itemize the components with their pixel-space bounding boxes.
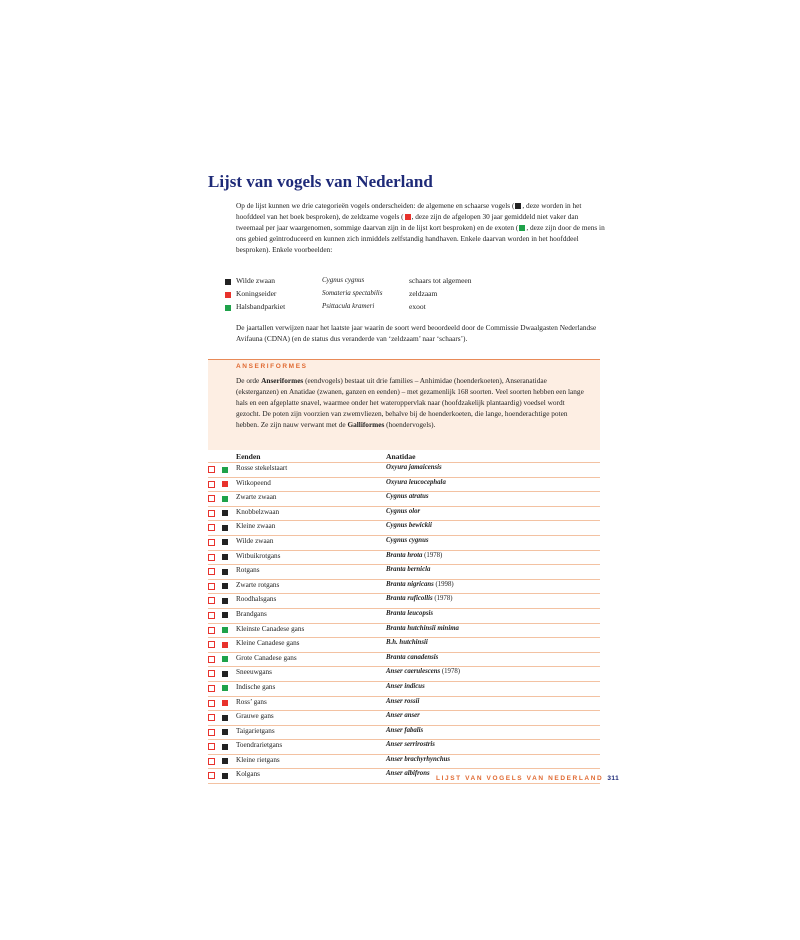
status-square-icon — [222, 612, 228, 618]
bird-latin-name: Branta leucopsis — [386, 609, 434, 617]
checkbox[interactable] — [208, 568, 215, 575]
checkbox[interactable] — [208, 495, 215, 502]
bird-dutch-name: Roodhalsgans — [236, 595, 277, 604]
bird-latin-name: Branta bernicla — [386, 566, 431, 574]
checkbox[interactable] — [208, 772, 215, 779]
status-square-icon — [222, 773, 228, 779]
example-name: Wilde zwaan — [236, 276, 276, 285]
bird-scientific-name — [386, 479, 446, 486]
checkbox[interactable] — [208, 627, 215, 634]
table-row — [208, 550, 600, 565]
checkbox[interactable] — [208, 524, 215, 531]
order-name: Anseriformes — [261, 376, 304, 385]
table-row — [208, 681, 600, 696]
bird-scientific-name — [386, 639, 428, 646]
bird-dutch-name: Zwarte rotgans — [236, 580, 280, 589]
bird-scientific-name — [386, 683, 425, 690]
bird-dutch-name: Kleinste Canadese gans — [236, 624, 305, 633]
intro-paragraph — [236, 200, 606, 255]
status-square-icon — [222, 510, 228, 516]
bird-dutch-name: Grote Canadese gans — [236, 653, 297, 662]
example-name: Koningseider — [236, 289, 277, 298]
bird-scientific-name — [386, 668, 460, 675]
bird-scientific-name — [386, 727, 423, 734]
bird-dutch-name: Kleine rietgans — [236, 755, 280, 764]
example-row — [224, 302, 584, 315]
bird-latin-name: Branta hrota — [386, 551, 423, 559]
bird-dutch-name: Zwarte zwaan — [236, 493, 277, 502]
bird-latin-name: Anser caerulescens — [386, 668, 441, 676]
bird-latin-name: Branta ruficollis — [386, 595, 433, 603]
checkbox[interactable] — [208, 729, 215, 736]
bird-scientific-name — [386, 493, 429, 500]
section-label: ANSERIFORMES — [236, 363, 308, 370]
bird-dutch-name: Kolgans — [236, 770, 260, 779]
table-row — [208, 506, 600, 521]
red-square-icon — [405, 214, 411, 220]
table-row — [208, 710, 600, 725]
bird-latin-name: Cygnus atratus — [386, 493, 429, 501]
bird-latin-name: Anser rossii — [386, 697, 420, 705]
bird-scientific-name — [386, 595, 452, 602]
page-footer — [436, 775, 619, 782]
example-status: exoot — [409, 302, 426, 311]
status-square-icon — [222, 598, 228, 604]
checkbox[interactable] — [208, 641, 215, 648]
table-row — [208, 696, 600, 711]
bird-scientific-name — [386, 625, 459, 632]
checkbox[interactable] — [208, 743, 215, 750]
example-scientific-name: Somateria spectabilis — [322, 289, 383, 297]
status-square-icon — [222, 758, 228, 764]
section-text-2: (eendvogels) bestaat uit drie families – Anhimidae (hoenderkoeten), Anseranatidae (eksterganzen) en Anatidae (zwanen, ganzen en eenden) – met gezamenlijk 168 soorten. Veel soorten hebben een lange hals en een afgeplatte snavel, waarmee onder het wateroppervlak naar (hoofdzakelijk plantaardig) voedsel wordt gezocht. De poten zijn voorzien van zwemvliezen, behalve bij de hoenderkoeten, die lange, hoenderachtige poten hebben. Ze zijn nauw verwant met de — [236, 376, 584, 429]
bird-latin-name: Cygnus bewickii — [386, 522, 432, 530]
bird-latin-name: Anser albifrons — [386, 770, 430, 778]
status-square-icon — [222, 715, 228, 721]
table-row — [208, 637, 600, 652]
status-square-icon — [225, 305, 231, 311]
example-scientific-name: Cygnus cygnus — [322, 276, 365, 284]
status-square-icon — [225, 279, 231, 285]
bird-dutch-name: Ross’ gans — [236, 697, 267, 706]
status-square-icon — [222, 685, 228, 691]
column-header-family: Anatidae — [386, 452, 416, 461]
bird-year: (1978) — [424, 551, 443, 559]
status-square-icon — [222, 525, 228, 531]
bird-dutch-name: Kleine Canadese gans — [236, 639, 300, 648]
bird-latin-name: Anser serrirostris — [386, 741, 435, 749]
table-row — [208, 491, 600, 506]
bird-dutch-name: Grauwe gans — [236, 712, 274, 721]
section-text-3: (hoendervogels). — [384, 419, 436, 429]
table-row — [208, 520, 600, 535]
checkbox[interactable] — [208, 685, 215, 692]
checkbox[interactable] — [208, 554, 215, 561]
bird-latin-name: Cygnus cygnus — [386, 536, 429, 544]
example-scientific-name: Psittacula krameri — [322, 302, 375, 310]
page-number: 311 — [607, 775, 620, 782]
status-square-icon — [222, 627, 228, 633]
status-square-icon — [222, 729, 228, 735]
bird-latin-name: Branta canadensis — [386, 653, 439, 661]
black-square-icon — [515, 203, 521, 209]
bird-dutch-name: Brandgans — [236, 609, 267, 618]
checkbox[interactable] — [208, 539, 215, 546]
status-square-icon — [222, 467, 228, 473]
bird-latin-name: Oxyura leucocephala — [386, 478, 446, 486]
status-square-icon — [222, 496, 228, 502]
bird-year: (1978) — [441, 668, 461, 676]
status-square-icon — [222, 671, 228, 677]
checkbox[interactable] — [208, 466, 215, 473]
table-row — [208, 739, 600, 754]
section-description — [236, 376, 586, 431]
bird-scientific-name — [386, 552, 442, 559]
bird-dutch-name: Witbuikrotgans — [236, 551, 281, 560]
bird-scientific-name — [386, 698, 419, 705]
checkbox[interactable] — [208, 656, 215, 663]
intro-text-2: , deze worden in het hoofddeel van het boek besproken), de zeldzame vogels ( — [236, 201, 582, 221]
bird-latin-name: Anser fabalis — [386, 726, 424, 734]
table-row — [208, 564, 600, 579]
checkbox[interactable] — [208, 758, 215, 765]
intro-text-4: , deze zijn door de mens in ons gebied geïntroduceerd en kunnen zich inmiddels zelfstandig handhaven. Enkele daarvan worden in het hoofddeel besproken). Enkele voorbeelden: — [236, 223, 605, 254]
example-status: schaars tot algemeen — [409, 276, 472, 285]
bird-scientific-name — [386, 610, 433, 617]
table-row — [208, 579, 600, 594]
column-header-dutch: Eenden — [236, 452, 261, 461]
table-row — [208, 725, 600, 740]
bird-latin-name: Branta hutchinsii minima — [386, 624, 459, 632]
checkbox[interactable] — [208, 612, 215, 619]
bird-dutch-name: Indische gans — [236, 682, 276, 691]
example-status: zeldzaam — [409, 289, 438, 298]
bird-year: (1978) — [434, 595, 453, 603]
bird-dutch-name: Rotgans — [236, 566, 260, 575]
bird-dutch-name: Witkopeend — [236, 478, 271, 487]
intro-text-1: Op de lijst kunnen we drie categorieën vogels onderscheiden: de algemene en schaarse vogels ( — [236, 201, 515, 210]
status-square-icon — [225, 292, 231, 298]
status-square-icon — [222, 481, 228, 487]
table-row — [208, 462, 600, 477]
status-square-icon — [222, 554, 228, 560]
bird-latin-name: Anser brachyrhynchus — [386, 755, 451, 763]
bird-latin-name: Anser indicus — [386, 682, 425, 690]
status-square-icon — [222, 744, 228, 750]
checkbox[interactable] — [208, 583, 215, 590]
status-square-icon — [222, 642, 228, 648]
checkbox[interactable] — [208, 597, 215, 604]
checkbox[interactable] — [208, 510, 215, 517]
bird-dutch-name: Rosse stekelstaart — [236, 464, 288, 472]
status-square-icon — [222, 583, 228, 589]
bird-scientific-name — [386, 566, 430, 573]
example-row — [224, 276, 584, 289]
bird-dutch-name: Sneeuwgans — [236, 668, 272, 677]
section-text-1: De orde — [236, 376, 262, 385]
intro-text-3: , deze zijn de afgelopen 30 jaar gemiddeld niet vaker dan tweemaal per jaar waargenomen, sommige daarvan zijn in de lijst kort besproken) en de exoten ( — [236, 212, 579, 232]
table-row — [208, 754, 600, 769]
bird-dutch-name: Kleine zwaan — [236, 522, 276, 531]
status-square-icon — [222, 539, 228, 545]
bird-scientific-name — [386, 770, 430, 777]
bird-scientific-name — [386, 741, 435, 748]
bird-scientific-name — [386, 508, 420, 515]
bird-dutch-name: Wilde zwaan — [236, 536, 274, 545]
checkbox[interactable] — [208, 700, 215, 707]
table-row — [208, 608, 600, 623]
bird-scientific-name — [386, 537, 429, 544]
bird-latin-name: Oxyura jamaicensis — [386, 464, 442, 471]
status-square-icon — [222, 569, 228, 575]
bird-year: (1998) — [435, 580, 454, 588]
table-row — [208, 535, 600, 550]
checkbox[interactable] — [208, 714, 215, 721]
bird-scientific-name — [386, 522, 432, 529]
bird-dutch-name: Knobbelzwaan — [236, 507, 280, 516]
table-row — [208, 666, 600, 681]
bird-latin-name: Cygnus olor — [386, 507, 421, 515]
table-row — [208, 623, 600, 638]
bird-latin-name: Branta nigricans — [386, 580, 434, 588]
examples-list — [224, 276, 584, 315]
bird-latin-name: B.h. hutchinsii — [386, 639, 428, 647]
table-row — [208, 652, 600, 667]
status-square-icon — [222, 700, 228, 706]
bird-dutch-name: Taigarietgans — [236, 726, 275, 735]
status-square-icon — [222, 656, 228, 662]
bird-scientific-name — [386, 654, 438, 661]
table-row — [208, 477, 600, 492]
bird-scientific-name — [386, 712, 420, 719]
example-name: Halsbandparkiet — [236, 302, 286, 311]
cdna-note: De jaartallen verwijzen naar het laatste jaar waarin de soort werd beoordeeld door de Commissie Dwaalgasten Nederlandse Avifauna (CDNA) (en de status dus veranderde van ‘zeldzaam’ naar ‘schaars’). — [236, 323, 597, 343]
checkbox[interactable] — [208, 670, 215, 677]
checkbox[interactable] — [208, 481, 215, 488]
footer-label: LIJST VAN VOGELS VAN NEDERLAND — [436, 775, 604, 782]
example-row — [224, 289, 584, 302]
table-row — [208, 593, 600, 608]
bird-dutch-name: Toendrarietgans — [236, 741, 283, 750]
bird-scientific-name — [386, 756, 450, 763]
page-title: Lijst van vogels van Nederland — [208, 172, 433, 191]
bird-scientific-name — [386, 464, 442, 471]
bird-table — [208, 462, 600, 784]
bird-latin-name: Anser anser — [386, 712, 420, 720]
related-order-name: Galliformes — [347, 419, 385, 429]
green-square-icon — [519, 225, 525, 231]
bird-scientific-name — [386, 581, 454, 588]
